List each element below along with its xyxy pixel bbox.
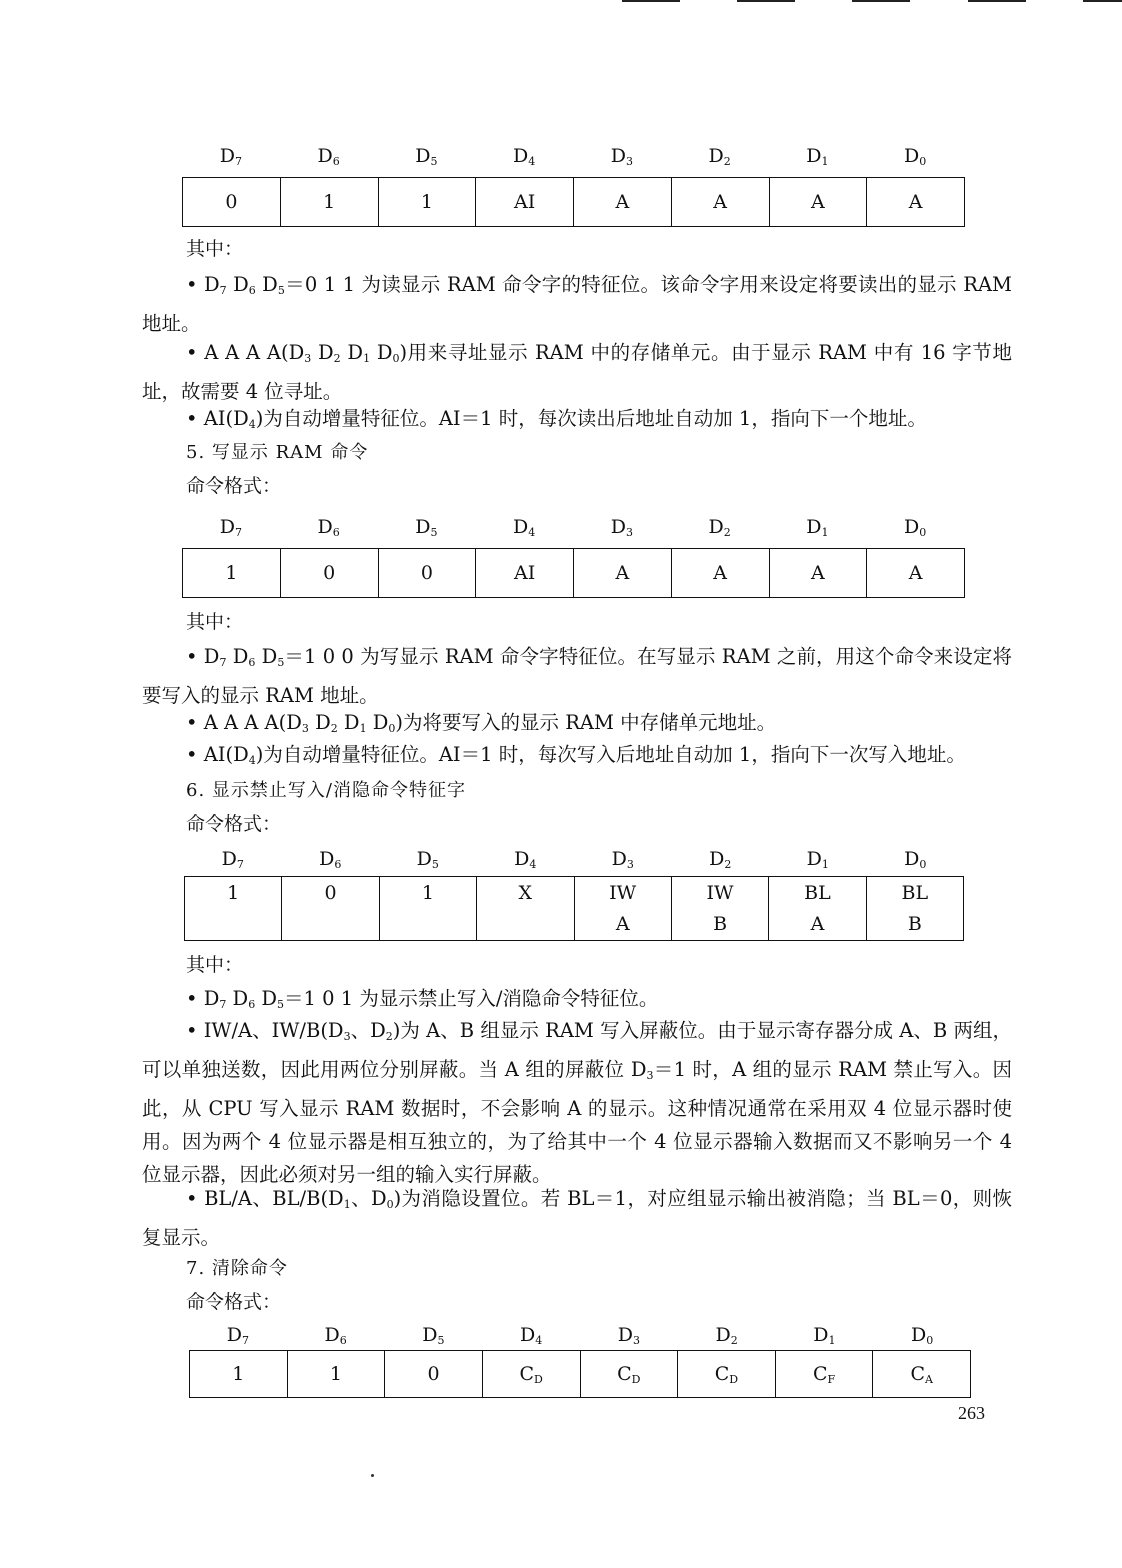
bit-cell: B [671,909,768,941]
register-table-inhibit-blank [184,876,964,941]
bit-label: $D_4$ [513,145,536,168]
top-edge-mark [1083,0,1122,2]
note-label: 其中： [186,238,244,260]
bullet-paragraph: • $D_7$ $D_6$ $D_5=0$ 1 1 为读显示 RAM 命令字的特征位。该命令字用来设定将要读出的显示 RAM 地址。 [142,273,1012,335]
bit-cell: AI [476,178,574,227]
bit-label: $D_7$ [226,1324,249,1347]
bit-cell: 1 [378,178,476,227]
bullet-paragraph: • $D_7$ $D_6$ $D_5=1$ 0 1 为显示禁止写入/消隐命令特征位。 [186,987,659,1011]
bit-label: $D_2$ [715,1324,738,1347]
bit-cell: IW [574,877,671,909]
bullet-paragraph: • A A A $A(D_3$ $D_2$ $D_1$ $D_0$)用来寻址显示 RAM 中的存储单元。由于显示 RAM 中有 16 字节地址，故需要 4 位寻址。 [142,341,1012,403]
bit-label: $D_3$ [610,145,633,168]
bit-cell [379,909,476,941]
scan-speck [371,1474,374,1477]
bullet-paragraph: • IW/A、$IW/B(D_3$、$D_2$)为 A、B 组显示 RAM 写入屏蔽位。由于显示寄存器分成 A、B 两组，可以单独送数，因此用两位分别屏蔽。当 A 组的屏蔽位 $D_3=1$ 时，A 组的显示 RAM 禁止写入。因此，从 CPU 写入显示 RAM 数据时，不会影响 A 的显示。这种情况通常在采用双 4 位显示器时使用。因为两个 4 位显示器是相互独立的，为了给其中一个 4 位显示器输入数据而又不影响另一个 4 位显示器，因此必须对另一组的输入实行屏蔽。 [142,1019,1013,1186]
bit-cell: 1 [185,877,282,909]
bit-label: $D_6$ [319,848,342,871]
top-edge-mark [622,0,680,2]
bit-cell: 0 [280,549,378,598]
bit-cell [282,909,379,941]
bit-label: $D_3$ [610,516,633,539]
bit-cell: A [769,909,866,941]
bit-cell: BL [866,877,963,909]
bit-label: $D_7$ [221,848,244,871]
bullet-paragraph: • $D_7$ $D_6$ $D_5=1$ 0 0 为写显示 RAM 命令字特征位。在写显示 RAM 之前，用这个命令来设定将要写入的显示 RAM 地址。 [142,645,1012,707]
bit-cell: 0 [378,549,476,598]
format-label: 命令格式： [186,813,282,835]
bit-label: $D_0$ [904,516,927,539]
bit-cell [185,909,282,941]
bit-label: $D_4$ [513,516,536,539]
bit-label: $D_5$ [415,145,438,168]
bit-cell: A [867,178,965,227]
bit-cell: $C_D$ [580,1351,678,1398]
section-heading: 5. 写显示 RAM 命令 [186,442,369,463]
bullet-paragraph: • $AI(D_4)$为自动增量特征位。AI＝1 时，每次写入后地址自动加 1，指向下一次写入地址。 [186,743,966,767]
top-edge-mark [737,0,795,2]
bullet-paragraph: • A A A $A(D_3$ $D_2$ $D_1$ $D_0$)为将要写入的显示 RAM 中存储单元地址。 [186,711,777,735]
bit-cell: $C_F$ [775,1351,873,1398]
register-header-row-4 [189,1324,971,1347]
bit-cell: A [867,549,965,598]
register-table-clear [189,1350,971,1398]
bit-cell: A [769,549,867,598]
bit-cell: 0 [385,1351,483,1398]
bit-label: $D_5$ [416,848,439,871]
bit-label: $D_5$ [415,516,438,539]
bit-cell: 0 [183,178,281,227]
bit-cell: A [671,549,769,598]
section-heading: 7. 清除命令 [186,1258,288,1279]
section-heading: 6. 显示禁止写入/消隐命令特征字 [186,780,466,801]
bit-label: $D_0$ [911,1324,934,1347]
bit-label: $D_1$ [806,848,829,871]
bit-cell: $C_D$ [678,1351,776,1398]
bit-cell: A [574,909,671,941]
note-label: 其中： [186,611,244,633]
bit-label: $D_2$ [708,145,731,168]
bit-label: $D_1$ [806,516,829,539]
bit-cell: 0 [282,877,379,909]
page-number: 263 [958,1403,985,1423]
bit-cell: A [769,178,867,227]
top-edge-mark [852,0,910,2]
bit-label: $D_7$ [219,516,242,539]
bit-cell: 1 [287,1351,385,1398]
register-table-write-ram [182,548,965,598]
bullet-paragraph: • $AI(D_4)$为自动增量特征位。AI＝1 时，每次读出后地址自动加 1，指向下一个地址。 [186,407,927,431]
register-table-read-ram [182,177,965,227]
bit-label: $D_5$ [422,1324,445,1347]
note-label: 其中： [186,954,244,976]
bullet-paragraph: • BL/A、$BL/B(D_1$、$D_0$)为消隐设置位。若 BL＝1，对应组显示输出被消隐；当 BL＝0，则恢复显示。 [142,1187,1012,1249]
top-edge-mark [968,0,1026,2]
bit-label: $D_1$ [813,1324,836,1347]
bit-label: $D_1$ [806,145,829,168]
register-header-row-2 [182,516,964,539]
bit-cell: BL [769,877,866,909]
bit-label: $D_2$ [709,848,732,871]
bit-cell: $C_A$ [873,1351,971,1398]
bit-cell: 1 [183,549,281,598]
register-header-row-1 [182,145,964,168]
bit-label: $D_7$ [219,145,242,168]
bit-cell: $C_D$ [482,1351,580,1398]
bit-label: $D_6$ [317,145,340,168]
bit-cell: AI [476,549,574,598]
bit-cell: A [574,549,672,598]
bit-label: $D_4$ [514,848,537,871]
bit-cell [477,909,574,941]
bit-label: $D_0$ [904,145,927,168]
bit-cell: 1 [190,1351,288,1398]
format-label: 命令格式： [186,1291,282,1313]
bit-cell: A [671,178,769,227]
bit-cell: A [574,178,672,227]
bit-label: $D_3$ [617,1324,640,1347]
bit-cell: B [866,909,963,941]
bit-label: $D_2$ [708,516,731,539]
bit-label: $D_6$ [324,1324,347,1347]
bit-cell: 1 [280,178,378,227]
bit-label: $D_3$ [611,848,634,871]
bit-cell: X [477,877,574,909]
bit-label: $D_6$ [317,516,340,539]
register-header-row-3 [184,848,964,871]
bit-cell: IW [671,877,768,909]
bit-cell: 1 [379,877,476,909]
bit-label: $D_0$ [904,848,927,871]
format-label: 命令格式： [186,475,282,497]
bit-label: $D_4$ [520,1324,543,1347]
